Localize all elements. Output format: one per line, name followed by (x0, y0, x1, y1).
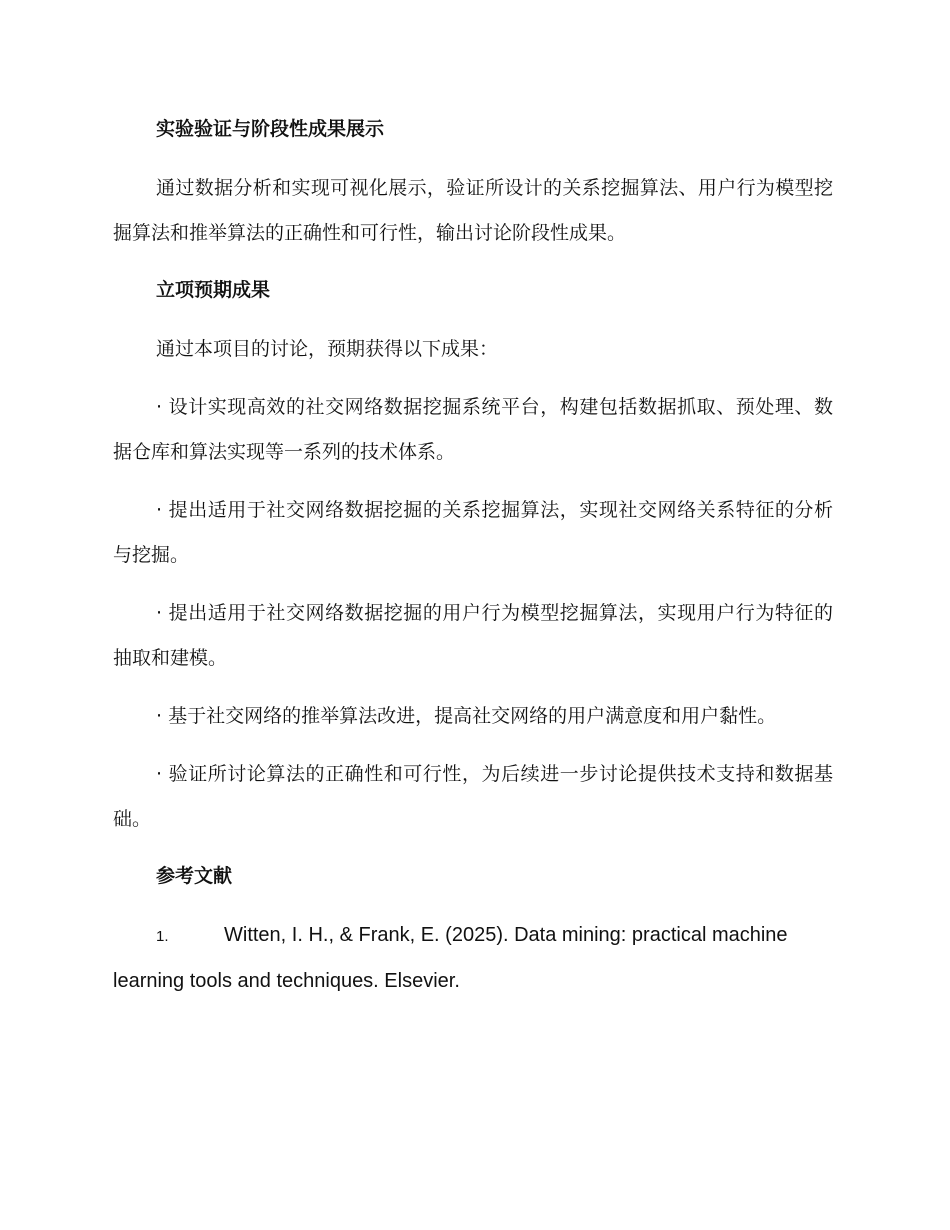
expected-item-4: · 基于社交网络的推举算法改进，提高社交网络的用户满意度和用户黏性。 (156, 705, 777, 727)
expected-item-5: · 验证所讨论算法的正确性和可行性，为后续进一步讨论提供技术支持和数据基础。 (113, 763, 833, 830)
document-page (113, 108, 833, 1004)
section-heading-references: 参考文献 (156, 865, 233, 887)
reference-number: 1. (156, 928, 169, 945)
reference-item (113, 913, 833, 1004)
section-heading-experiment: 实验验证与阶段性成果展示 (156, 118, 385, 140)
experiment-paragraph: 通过数据分析和实现可视化展示，验证所设计的关系挖掘算法、用户行为模型挖掘算法和推举算法的正确性和可行性，输出讨论阶段性成果。 (113, 177, 833, 244)
reference-text: Witten, I. H., & Frank, E. (2025). Data mining: practical machine learning tools and techniques. Elsevier. (113, 924, 788, 992)
expected-intro-paragraph: 通过本项目的讨论，预期获得以下成果： (156, 338, 499, 360)
expected-item-3: · 提出适用于社交网络数据挖掘的用户行为模型挖掘算法，实现用户行为特征的抽取和建模。 (113, 602, 833, 669)
section-heading-expected-results: 立项预期成果 (156, 279, 271, 301)
expected-item-2: · 提出适用于社交网络数据挖掘的关系挖掘算法，实现社交网络关系特征的分析与挖掘。 (113, 499, 833, 566)
expected-item-1: · 设计实现高效的社交网络数据挖掘系统平台，构建包括数据抓取、预处理、数据仓库和算法实现等一系列的技术体系。 (113, 396, 833, 463)
